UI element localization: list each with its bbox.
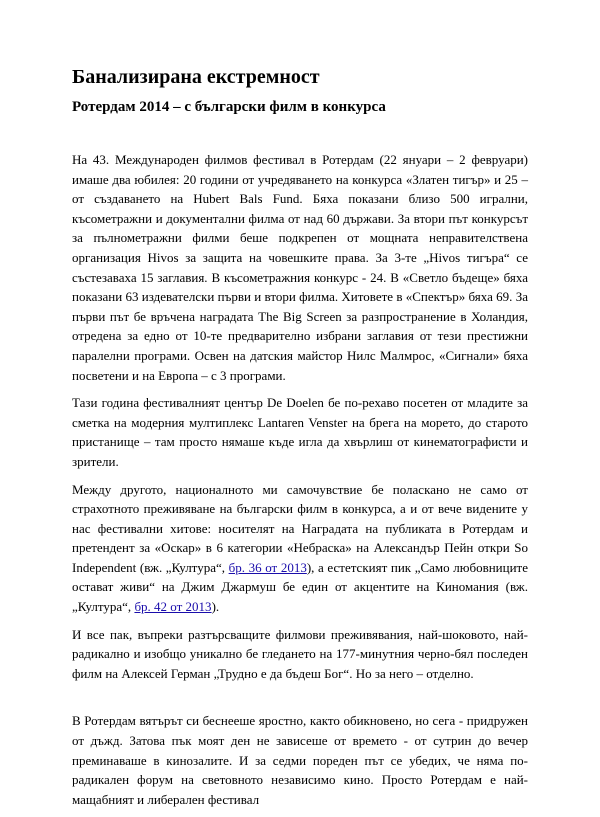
paragraph-5: В Ротердам вятърът си беснееше яростно, както обикновено, но сега - придружен от дъжд. Затова пък моят ден не зависеше от времето - от сутрин до вечер преминаваше в кинозалите. И за седми пореден път се убедих, че няма по-радикален форум на световното независимо кино. Просто Ротердам е най-мащабният и либерален фестивал bbox=[72, 713, 528, 807]
paragraph-3-text-c: ). bbox=[211, 599, 220, 615]
paragraph-1: На 43. Международен филмов фестивал в Ротердам (22 януари – 2 февруари) имаше два юбилея: 20 години от учредяването на конкурса «Златен тигър» и 25 – от създаването на Hubert Bals Fund. Бяха показани близо 500 игрални, късометражни и документални филма от над 60 държави. За втори път конкурсът за пълнометражни филми беше подкрепен от мощната неправителствена организация Hivos за защита на човешките права. За 3-те „Hivos тигъра“ се състезаваха 15 заглавия. В късометражния конкурс - 24. В «Светло бъдеще» бяха показани 63 издевателски първи и втори филма. Хитовете в «Спектър» бяха 69. За първи път бе връчена наградата The Big Screen за разпространение в Холандия, отредена за едно от 10-те предварително избрани заглавия от тези престижни паралелни програми. Освен на датския майстор Нилс Малмрос, «Сигнали» бяха посветени и на Европа – с 3 програми. bbox=[72, 152, 528, 383]
culture-issue-36-link[interactable]: бр. 36 от 2013 bbox=[228, 559, 307, 575]
paragraph-3-text-a: Между другото, националното ми самочувствие бе поласкано не само от страхотното преживяване на български филм в конкурса, а и от вече видените у нас фестивални хитове: носителят на Наградата на публиката в Ротердам и претендент за «Оскар» в 6 категории «Небраска» на Александър Пейн откри So Independent (вж. „Култура“, bbox=[72, 481, 528, 575]
paragraph-3-text-b: ), а естетският пик „Само любовниците остават живи“ на Джим Джармуш бе един от акцентите на Киномания (вж. „Култура“, bbox=[72, 559, 529, 615]
culture-issue-42-link[interactable]: бр. 42 от 2013 bbox=[134, 599, 212, 615]
paragraph-4: И все пак, въпреки разтърсващите филмови преживявания, най-шоковото, най-радикално и изобщо уникално бе гледането на 177-минутния черно-бял последен филм на Алексей Герман „Трудно е да бъдеш Бог“. Но за него – отделно. bbox=[72, 626, 528, 681]
paragraph-3 bbox=[72, 480, 528, 617]
page-title: Банализирана екстремност bbox=[72, 66, 320, 88]
page-subtitle: Ротердам 2014 – с български филм в конкурса bbox=[72, 99, 386, 115]
paragraph-2: Тази година фестивалният център De Doelen бе по-рехаво посетен от младите за сметка на модерния мултиплекс Lantaren Venster на брега на морето, до старото пристанище – там просто нямаше къде игла да хвърлиш от кинематографисти и зрители. bbox=[72, 395, 528, 469]
article-body bbox=[72, 150, 528, 817]
